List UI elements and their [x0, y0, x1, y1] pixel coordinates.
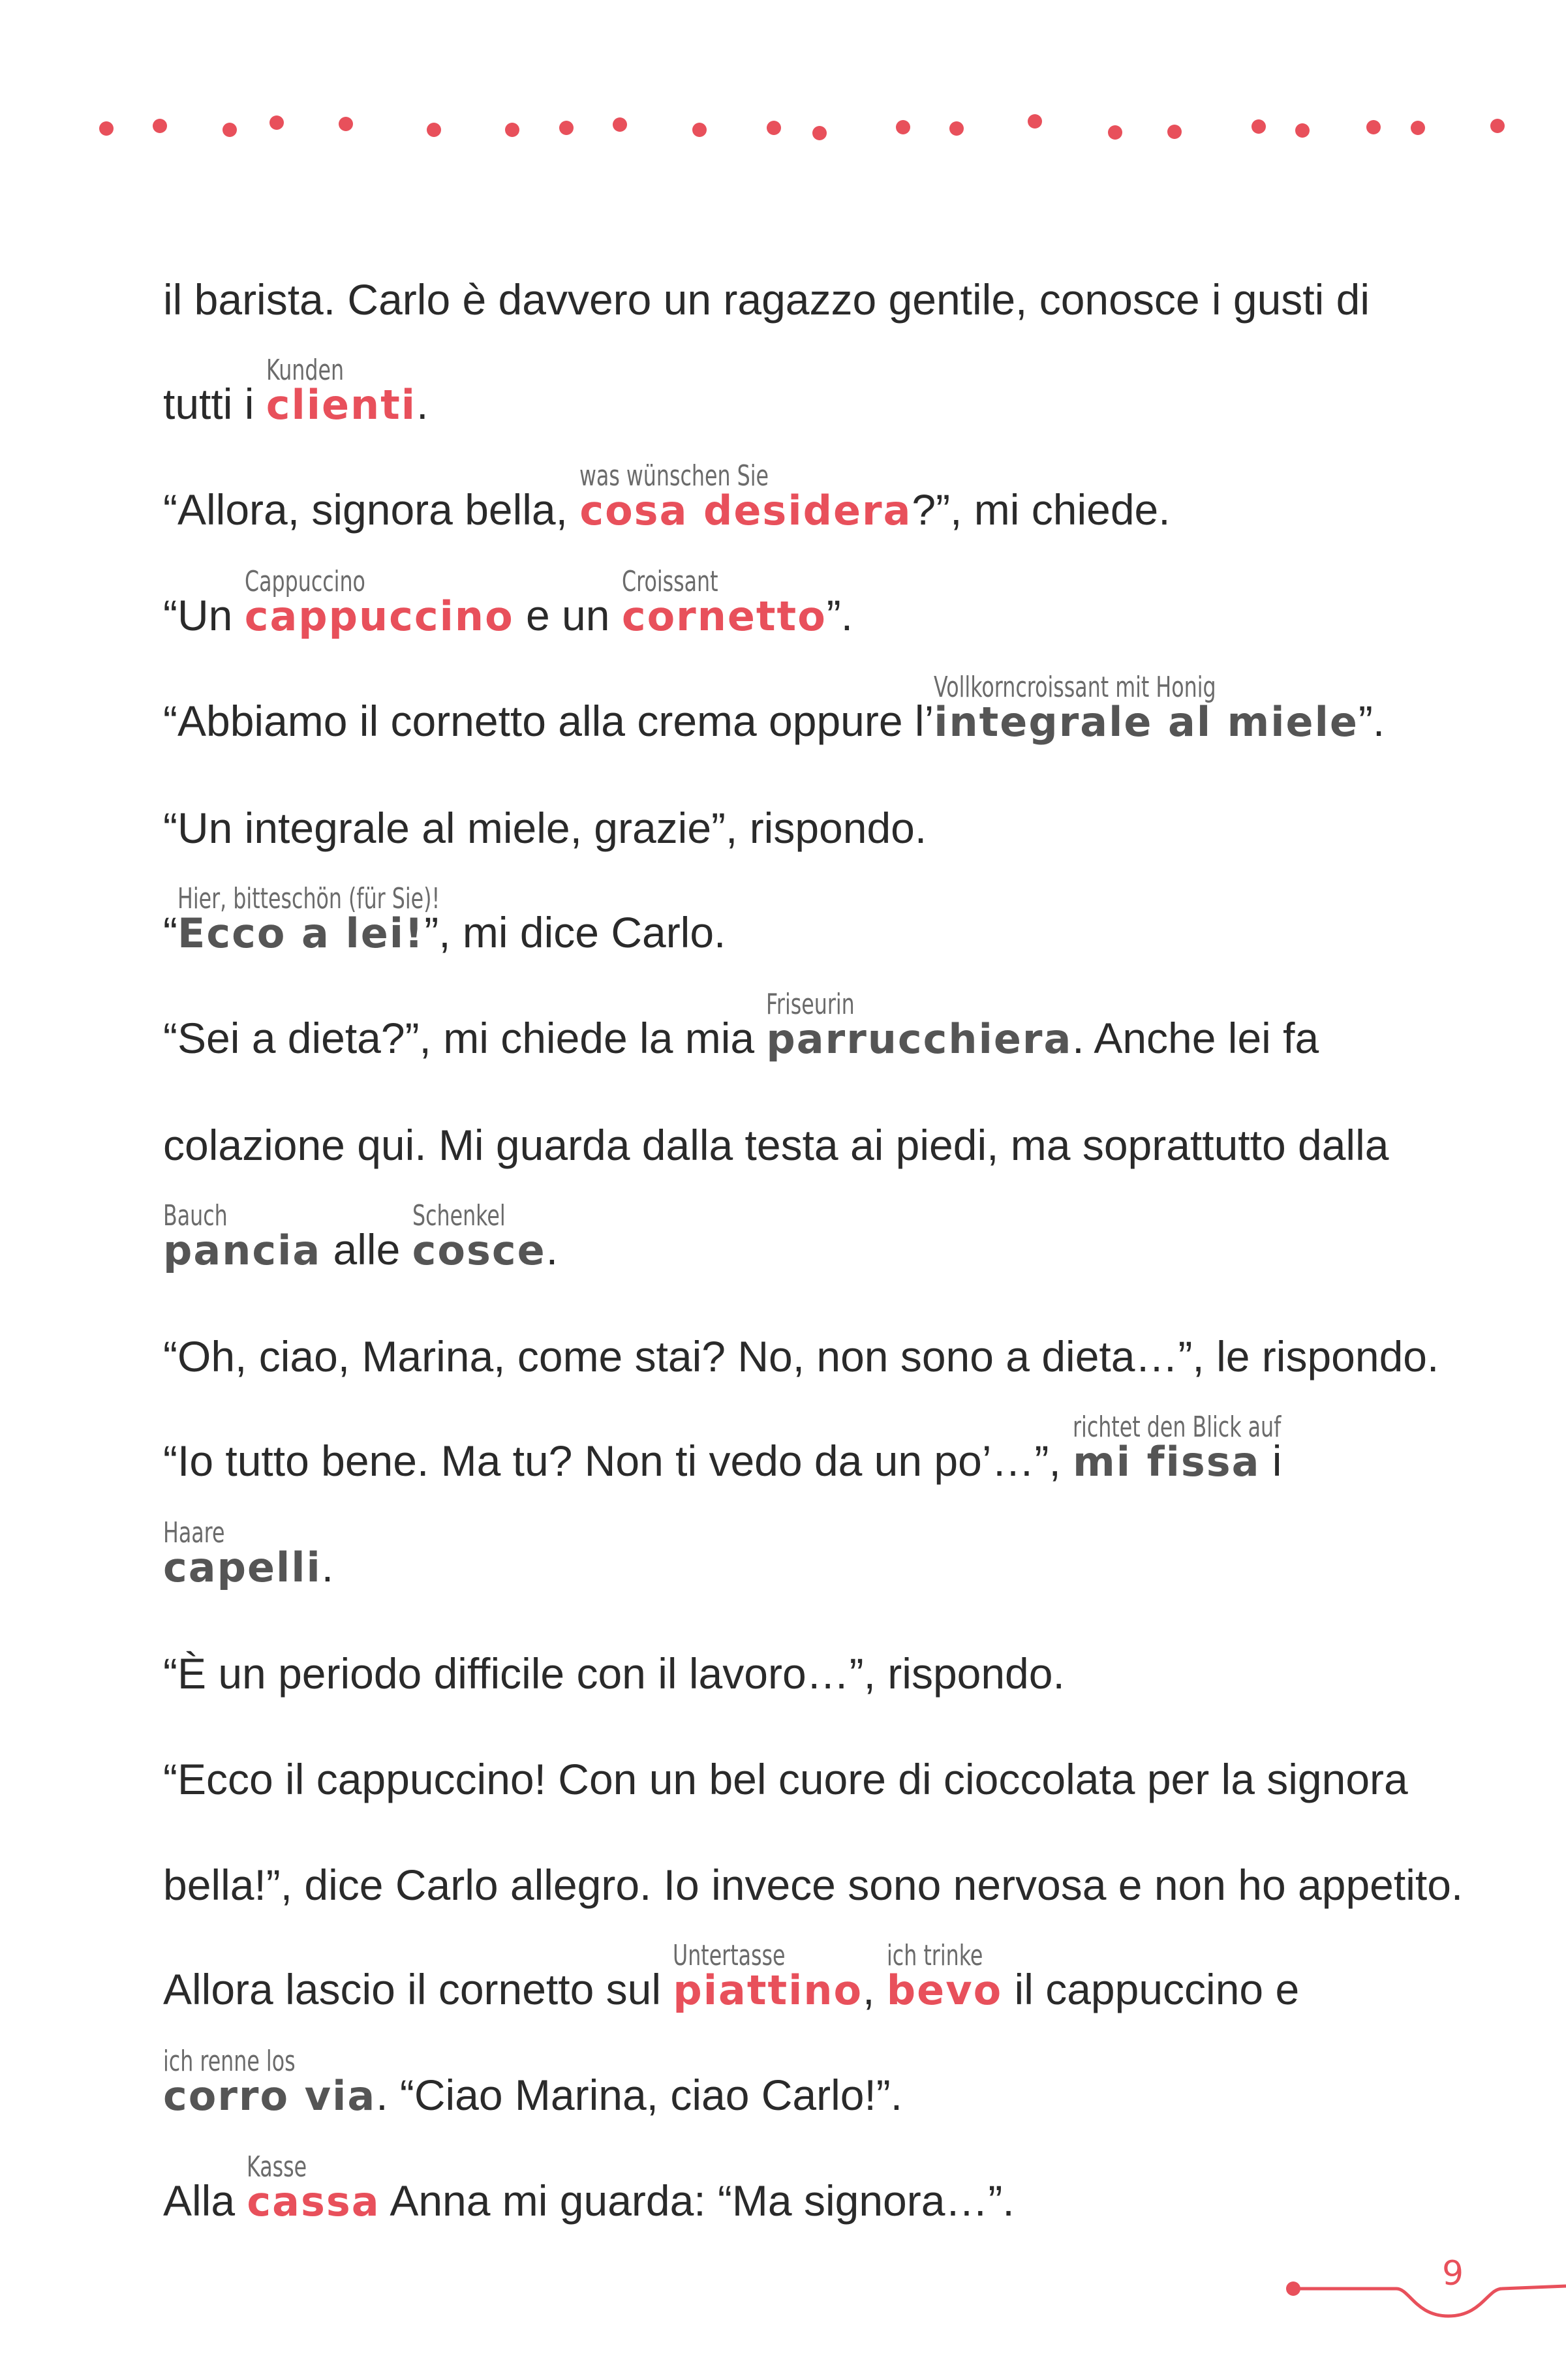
text-line: [163, 532, 1468, 638]
text-line: [163, 1272, 1468, 1381]
german-gloss: ich renne los: [163, 2045, 296, 2078]
text-line: [163, 744, 1468, 852]
text-run: “Un: [163, 591, 245, 639]
text-line: [163, 1167, 1468, 1272]
text-line: [163, 1695, 1468, 1801]
text-run: “Sei a dieta?”, mi chiede la mia: [163, 1014, 767, 1062]
vocab-entry: [177, 882, 440, 957]
text-run: i: [1260, 1437, 1282, 1485]
text-run: “Ecco il cappuccino! Con un bel cuore di cioccolata per la signora: [163, 1755, 1408, 1803]
text-line: [163, 955, 1468, 1061]
vocab-entry: [266, 354, 417, 429]
german-gloss: Cappuccino: [244, 565, 365, 598]
text-line: [163, 638, 1468, 744]
text-line: [163, 1484, 1468, 1589]
text-run: ”.: [1358, 697, 1385, 745]
text-run: bella!”, dice Carlo allegro. Io invece sono nervosa e non ho appetito.: [163, 1861, 1464, 1909]
german-gloss: Haare: [163, 1516, 225, 1549]
decorative-dot-border: [0, 0, 1566, 170]
text-run: .: [416, 380, 429, 428]
vocab-entry: [244, 565, 514, 640]
text-run: . Anche lei fa: [1072, 1014, 1319, 1062]
text-line-content: [163, 1411, 1282, 1486]
german-gloss: ich trinke: [886, 1939, 983, 1972]
vocab-word: mi fissa: [1073, 1438, 1261, 1486]
text-line-content: [163, 1123, 1389, 1167]
text-line: [163, 1589, 1468, 1698]
text-run: Anna mi guarda: “Ma signora…”.: [380, 2176, 1015, 2225]
german-gloss: Bauch: [163, 1199, 228, 1232]
vocab-word: parrucchiera: [766, 1015, 1073, 1063]
text-line-content: [163, 988, 1319, 1063]
text-line: [163, 849, 1468, 955]
text-line-content: [163, 275, 1370, 324]
text-line-content: [163, 671, 1385, 746]
text-line-content: [163, 354, 429, 429]
german-gloss: Schenkel: [412, 1199, 506, 1232]
text-run: ”.: [826, 591, 853, 639]
text-run: colazione qui. Mi guarda dalla testa ai piedi, ma soprattutto dalla: [163, 1121, 1389, 1169]
text-run: “È un periodo difficile con il lavoro…”, rispondo.: [163, 1649, 1065, 1698]
german-gloss: Vollkorncroissant mit Honig: [934, 671, 1216, 704]
text-run: il cappuccino e: [1002, 1965, 1300, 2013]
text-run: “Un integrale al miele, grazie”, rispondo.: [163, 804, 927, 852]
vocab-word: clienti: [266, 381, 417, 429]
vocab-entry: [163, 1516, 322, 1591]
text-run: “Allora, signora bella,: [163, 485, 580, 534]
vocab-entry: [934, 671, 1359, 746]
text-line: [163, 215, 1468, 324]
vocab-word: capelli: [163, 1544, 322, 1591]
german-gloss: Kunden: [266, 354, 344, 387]
page-number: 9: [1442, 2254, 1464, 2293]
text-line: [163, 1061, 1468, 1167]
text-line-content: [163, 565, 853, 640]
german-gloss: was wünschen Sie: [579, 459, 769, 493]
text-run: .: [545, 1225, 559, 1274]
vocab-entry: [621, 565, 827, 640]
page-number-ornament: [1259, 2238, 1566, 2380]
text-run: “Io tutto bene. Ma tu? Non ti vedo da un po’…”,: [163, 1437, 1073, 1485]
vocab-entry: [163, 2045, 376, 2120]
text-line-content: [163, 1861, 1464, 1909]
text-run: e un: [514, 591, 622, 639]
text-run: “: [163, 908, 177, 956]
vocab-word: cosa desidera: [579, 487, 912, 534]
german-gloss: richtet den Blick auf: [1073, 1411, 1282, 1444]
text-run: tutti i: [163, 380, 266, 428]
vocab-word: bevo: [886, 1966, 1003, 2014]
text-line-content: [163, 1332, 1439, 1381]
vocab-entry: [886, 1939, 1003, 2014]
german-gloss: Untertasse: [673, 1939, 786, 1972]
text-run: alle: [321, 1225, 412, 1274]
vocab-entry: [673, 1939, 863, 2014]
vocab-entry: [1073, 1411, 1282, 1486]
german-gloss: Friseurin: [766, 988, 855, 1021]
text-line-content: [163, 1939, 1300, 2014]
vocab-word: piattino: [673, 1966, 863, 2014]
vocab-entry: [412, 1199, 546, 1274]
text-line-content: [163, 1649, 1065, 1698]
text-line-content: [163, 2150, 1015, 2225]
text-run: “Abbiamo il cornetto alla crema oppure l’: [163, 697, 934, 745]
text-line: [163, 321, 1468, 427]
text-run: “Oh, ciao, Marina, come stai? No, non sono a dieta…”, le rispondo.: [163, 1332, 1439, 1381]
text-line-content: [163, 1755, 1408, 1803]
text-line: [163, 1378, 1468, 1484]
vocab-word: cappuccino: [244, 592, 514, 640]
text-run: Allora lascio il cornetto sul: [163, 1965, 673, 2013]
german-gloss: Croissant: [621, 565, 718, 598]
vocab-entry: [766, 988, 1073, 1063]
text-line: [163, 2012, 1468, 2118]
vocab-word: cassa: [247, 2178, 380, 2225]
story-text: [163, 215, 1468, 2223]
text-line: [163, 1906, 1468, 2012]
text-line-content: [163, 882, 726, 957]
text-line: [163, 1801, 1468, 1909]
text-line-content: [163, 459, 1171, 534]
vocab-entry: [163, 1199, 322, 1274]
text-run: il barista. Carlo è davvero un ragazzo gentile, conosce i gusti di: [163, 275, 1370, 324]
text-line: [163, 427, 1468, 532]
text-run: ,: [863, 1965, 887, 2013]
text-line-content: [163, 1199, 559, 1274]
text-run: . “Ciao Marina, ciao Carlo!”.: [376, 2071, 903, 2119]
text-line-content: [163, 804, 927, 852]
text-run: ”, mi dice Carlo.: [424, 908, 726, 956]
text-run: .: [321, 1542, 334, 1591]
german-gloss: Hier, bitteschön (für Sie)!: [177, 882, 440, 915]
text-run: Alla: [163, 2176, 247, 2225]
vocab-entry: [247, 2150, 380, 2225]
text-line-content: [163, 1516, 334, 1591]
vocab-word: cornetto: [621, 592, 827, 640]
vocab-word: cosce: [412, 1227, 546, 1274]
vocab-word: integrale al miele: [934, 698, 1359, 746]
vocab-word: Ecco a lei!: [177, 909, 425, 957]
vocab-word: corro via: [163, 2072, 376, 2120]
vocab-entry: [579, 459, 912, 534]
text-line: [163, 2118, 1468, 2223]
german-gloss: Kasse: [247, 2150, 307, 2184]
vocab-word: pancia: [163, 1227, 322, 1274]
text-line-content: [163, 2045, 903, 2120]
text-run: ?”, mi chiede.: [912, 485, 1171, 534]
